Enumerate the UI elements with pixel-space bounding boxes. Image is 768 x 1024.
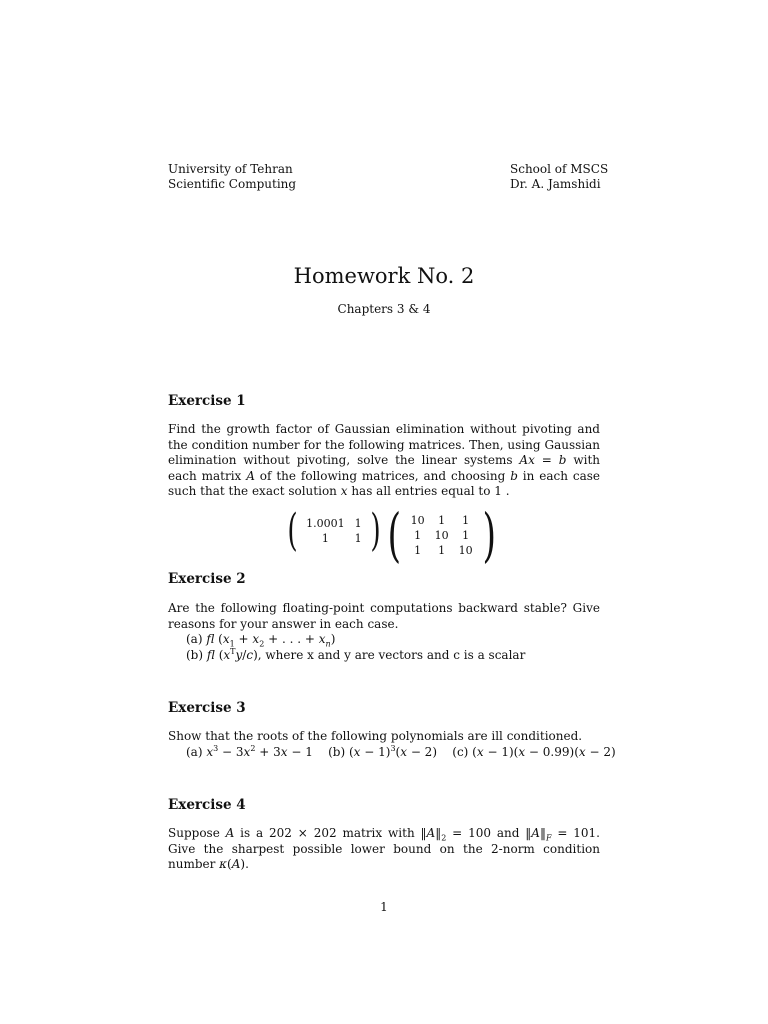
university-name: University of Tehran <box>168 162 293 176</box>
matrix-2 <box>383 501 500 569</box>
right-paren: ) <box>482 501 496 569</box>
exercise-2-item-b: (b) fl $(x^Ty/c)$, where x and y are vectors and c is a scalar <box>186 647 526 662</box>
exercise-1-text: Find the growth factor of Gaussian elimination without pivoting and the condition number for the following matrices. Then, using Gaussian elimination without pivoting, solve the linear systems Ax = b with each matrix A of the following matrices, and choosing b in each case such that the exact solution x has all entries equal to 1 . <box>168 422 601 498</box>
matrix-cell: 1 <box>354 532 362 545</box>
matrix-1 <box>284 505 384 556</box>
matrix-2-table <box>406 513 478 558</box>
exercise-3-text: Show that the roots of the following polynomials are ill conditioned. <box>168 729 583 743</box>
exercise-2-text: Are the following floating-point computations backward stable? Give reasons for your answer in each case. <box>168 601 600 631</box>
exercise-4-heading: Exercise 4 <box>168 797 246 813</box>
exercise-3-heading: Exercise 3 <box>168 700 246 716</box>
matrix-cell: 1 <box>438 513 446 527</box>
exercise-3-items: (a) $x^3 - 3x^2 + 3x - 1$ (b) $(x - 1)^3(x - 2)$ (c) (x − 1)(x − 0.99)(x − 2) <box>186 744 616 759</box>
matrix-cell: 1 <box>462 513 470 527</box>
instructor-name: Dr. A. Jamshidi <box>510 177 601 191</box>
exercise-2-item-a: (a) fl ($x_1 + x_2$ + . . . + $x_n$) <box>186 632 336 649</box>
matrix-cell: 10 <box>434 528 449 542</box>
matrix-cell: 1 <box>414 528 422 542</box>
page-number: 1 <box>380 900 388 914</box>
matrix-cell: 1 <box>354 517 362 530</box>
matrix-cell: 10 <box>410 513 425 527</box>
school-name: School of MSCS <box>510 162 609 176</box>
matrix-cell: 1 <box>438 543 446 557</box>
left-paren: ( <box>287 505 298 556</box>
matrix-cell: 1 <box>414 543 422 557</box>
page-subtitle: Chapters 3 & 4 <box>337 302 431 316</box>
matrix-cell: 1 <box>321 532 329 545</box>
page-title: Homework No. 2 <box>293 264 475 288</box>
matrix-cell: 10 <box>458 543 473 557</box>
matrix-cell: 1 <box>462 528 470 542</box>
exercise-4-text: Suppose A is a 202 × 202 matrix with $‖A‖_2 = 100$ and $‖A‖_F = 101$. Give the sharpest possible lower bound on the 2-norm condition number κ(A). <box>168 826 600 871</box>
header-right <box>510 162 608 192</box>
left-paren: ( <box>387 501 402 569</box>
course-name: Scientific Computing <box>168 177 297 191</box>
exercise-1-heading: Exercise 1 <box>168 393 246 409</box>
matrix-1-table <box>301 516 367 546</box>
exercise-2-heading: Exercise 2 <box>168 571 246 587</box>
header-left <box>168 162 296 192</box>
matrix-cell: 1.0001 <box>306 517 345 530</box>
right-paren: ) <box>370 505 381 556</box>
